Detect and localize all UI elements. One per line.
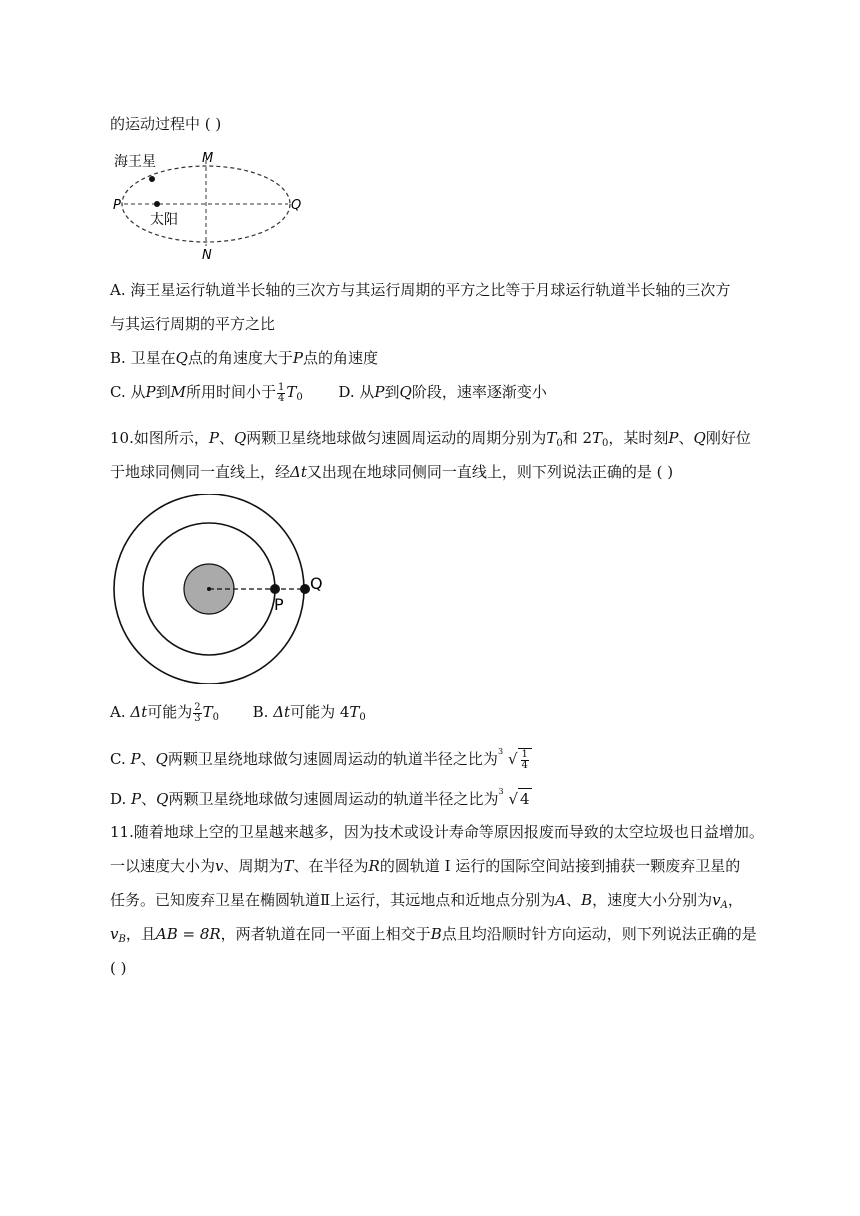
option-a-prefix: A. — [110, 281, 126, 299]
satellite-P — [270, 584, 280, 594]
text: 、 — [218, 429, 234, 447]
neptune-orbit-figure — [110, 146, 310, 262]
var-B: B — [581, 891, 593, 909]
var-Q: Q — [399, 383, 412, 401]
option-a-prefix: A. — [110, 703, 126, 721]
text: 从 — [130, 383, 146, 401]
var-v: v — [712, 891, 721, 909]
text: ， — [727, 891, 743, 909]
text: 、在半径为 — [293, 857, 369, 875]
q10-option-a-b — [110, 702, 366, 728]
label-M: M — [202, 151, 214, 166]
var-v: v — [215, 857, 224, 875]
text: 阶段，速率逐渐变小 — [411, 383, 547, 401]
text: 、 — [566, 891, 582, 909]
subscript: 0 — [556, 438, 563, 449]
satellite-Q — [300, 584, 310, 594]
text: 两颗卫星绕地球做匀速圆周运动的周期分别为 — [246, 429, 547, 447]
text: 可能为 — [147, 703, 193, 721]
var-P: P — [292, 349, 304, 367]
var-B: B — [430, 925, 442, 943]
q11-stem-line2 — [110, 856, 740, 876]
text: 卫星在 — [130, 349, 176, 367]
text: 两颗卫星绕地球做匀速圆周运动的轨道半径之比为 — [168, 790, 499, 808]
text: 到 — [155, 383, 171, 401]
sun-label: 太阳 — [150, 212, 178, 228]
label-N: N — [202, 248, 212, 262]
var-Q: Q — [155, 750, 168, 768]
text: 两颗卫星绕地球做匀速圆周运动的轨道半径之比为 — [167, 750, 498, 768]
var-A: A — [555, 891, 567, 909]
option-d-prefix: D. — [338, 383, 355, 401]
text: 从 — [359, 383, 375, 401]
q11-stem-line4 — [110, 924, 757, 950]
option-c-prefix: C. — [110, 750, 126, 768]
var-T: T — [592, 429, 603, 447]
neptune-dot — [149, 176, 155, 182]
text: ，且 — [125, 925, 156, 943]
question-number: 11. — [110, 823, 134, 841]
text: ，某时刻 — [608, 429, 669, 447]
label-Q: Q — [291, 198, 302, 213]
text: 所用时间小于 — [185, 383, 276, 401]
subscript: B — [118, 934, 126, 945]
var-T: T — [286, 383, 297, 401]
var-R: R — [368, 857, 380, 875]
text: 一以速度大小为 — [110, 857, 216, 875]
var-Q: Q — [233, 429, 247, 447]
text: 和 2 — [562, 429, 593, 447]
q9-option-a — [110, 280, 730, 300]
text: 、 — [678, 429, 694, 447]
text: 又出现在地球同侧同一直线上，则下列说法正确的是 ( ) — [306, 463, 674, 481]
label-P: P — [113, 198, 121, 213]
q10-option-c — [110, 748, 532, 771]
text: 到 — [384, 383, 400, 401]
var-Q: Q — [156, 790, 169, 808]
subscript: 0 — [296, 392, 303, 403]
text: 、周期为 — [223, 857, 284, 875]
q9-option-b — [110, 348, 378, 368]
text: 随着地球上空的卫星越来越多，因为技术或设计寿命等原因报废而导致的太空垃圾也日益增加。 — [133, 823, 764, 841]
var-P: P — [208, 429, 219, 447]
q10-stem-line2 — [110, 462, 673, 482]
text: 可能为 4 — [290, 703, 350, 721]
var-v: v — [110, 925, 119, 943]
var-T: T — [283, 857, 294, 875]
q10-stem-line1 — [110, 428, 751, 454]
neptune-label: 海王星 — [114, 154, 156, 170]
label-P: P — [274, 595, 284, 614]
question-number: 10. — [110, 429, 134, 447]
cube-root: 3 √ 4 — [498, 787, 530, 808]
q10-option-d — [110, 788, 532, 809]
var-T: T — [546, 429, 557, 447]
subscript: A — [720, 900, 728, 911]
subscript: 0 — [602, 438, 609, 449]
var-T: T — [349, 703, 360, 721]
text: 如图所示， — [133, 429, 209, 447]
cube-root: 3 √ $\frac{1}{4}$ — [498, 748, 532, 771]
var-P: P — [145, 383, 156, 401]
text: ，两者轨道在同一平面上相交于 — [220, 925, 431, 943]
var-Q: Q — [693, 429, 706, 447]
var-M: M — [170, 383, 186, 401]
q11-stem-line3 — [110, 890, 743, 916]
var-delta-t: Δt — [273, 703, 291, 721]
var-T: T — [202, 703, 213, 721]
fraction: $\frac{2}{3}$ — [194, 701, 201, 724]
q9-option-a-cont: 与其运行周期的平方之比 — [110, 315, 276, 333]
q11-stem-line5: ( ) — [110, 959, 127, 977]
q11-stem-line1 — [110, 822, 764, 842]
fraction: $\frac{1}{4}$ — [278, 381, 285, 404]
option-c-prefix: C. — [110, 383, 126, 401]
subscript: 0 — [359, 712, 366, 723]
var-Q: Q — [175, 349, 188, 367]
q9-stem-tail: 的运动过程中 ( ) — [110, 115, 222, 133]
var-P: P — [131, 790, 142, 808]
var-P: P — [130, 750, 141, 768]
text: 、 — [140, 750, 156, 768]
sun-dot — [154, 201, 160, 207]
text: 于地球同侧同一直线上，经 — [110, 463, 291, 481]
text: 点的角速度大于 — [187, 349, 293, 367]
option-d-prefix: D. — [110, 790, 127, 808]
var-delta-t: Δt — [130, 703, 148, 721]
text: 点且均沿顺时针方向运动，则下列说法正确的是 — [441, 925, 757, 943]
text: 点的角速度 — [303, 349, 379, 367]
text: 任务。已知废弃卫星在椭圆轨道Ⅱ上运行，其远地点和近地点分别为 — [110, 891, 556, 909]
label-Q: Q — [310, 574, 323, 593]
option-a-text: 海王星运行轨道半长轴的三次方与其运行周期的平方之比等于月球运行轨道半长轴的三次方 — [130, 281, 731, 299]
var-delta-t: Δt — [290, 463, 307, 481]
q9-option-c-d — [110, 382, 547, 408]
var-P: P — [668, 429, 679, 447]
var-P: P — [374, 383, 385, 401]
satellite-orbits-figure — [110, 494, 330, 684]
text: 的圆轨道 I 运行的国际空间站接到捕获一颗废弃卫星的 — [379, 857, 741, 875]
equation: AB = 8R — [155, 925, 221, 943]
text: ，速度大小分别为 — [592, 891, 713, 909]
subscript: 0 — [212, 712, 220, 723]
option-b-prefix: B. — [252, 703, 269, 721]
text: 、 — [141, 790, 157, 808]
option-b-prefix: B. — [110, 349, 126, 367]
text: 刚好位 — [705, 429, 751, 447]
